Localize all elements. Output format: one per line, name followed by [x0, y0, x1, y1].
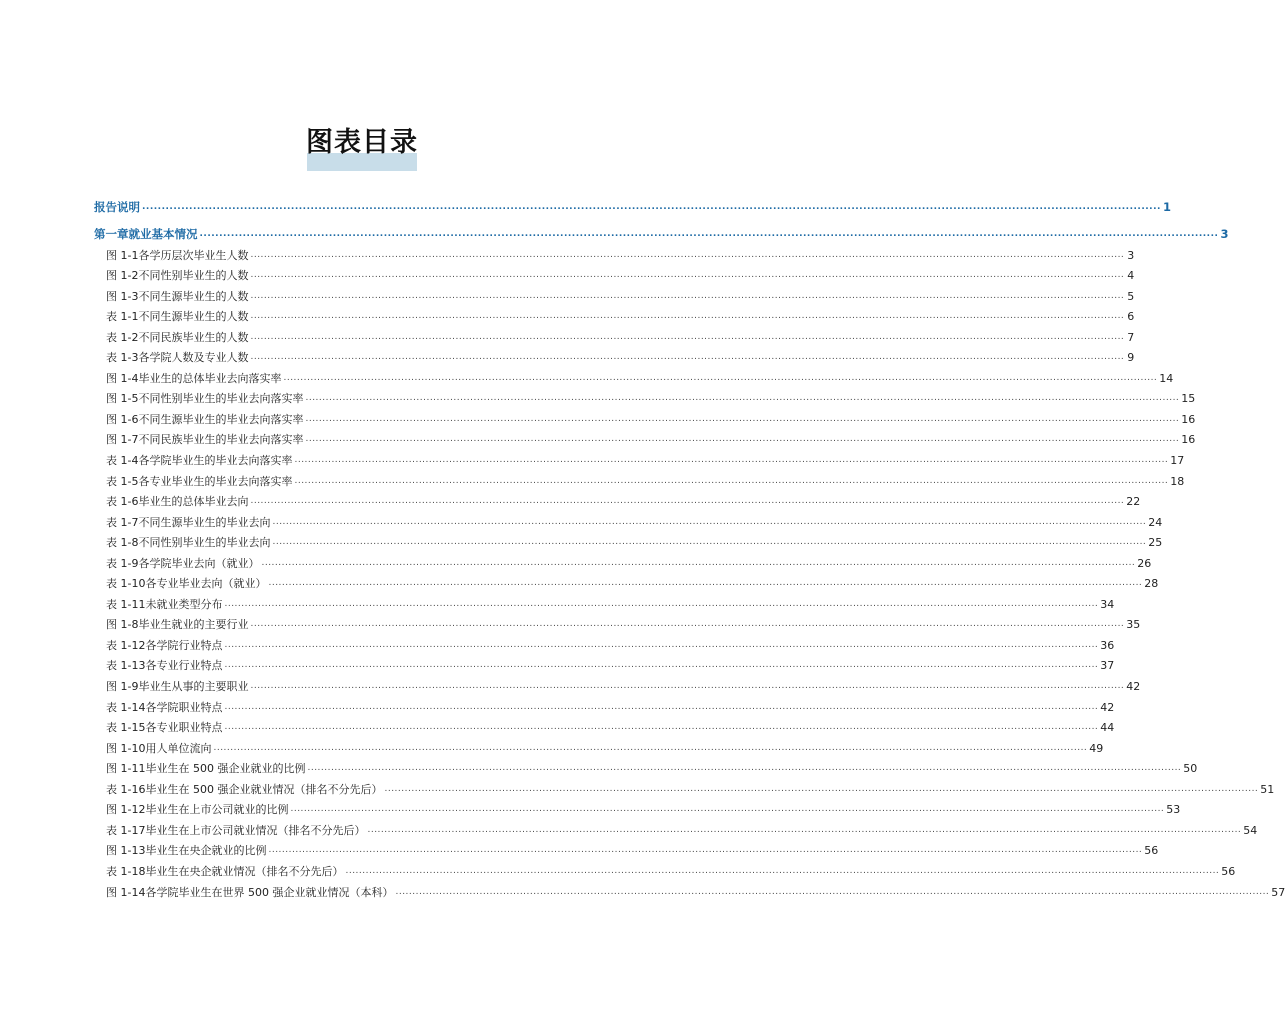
dot-leader: .................................................................................................................................................................................................................................................................... — [261, 557, 1136, 568]
toc-title: 毕业生在上市公司就业情况（排名不分先后） — [145, 823, 366, 837]
toc-page-number: 1 — [1162, 199, 1171, 214]
dot-leader: .................................................................................................................................................................................................................................................................... — [224, 701, 1099, 712]
toc-page-number: 16 — [1181, 433, 1196, 447]
dot-leader: .................................................................................................................................................................................................................................................................... — [305, 413, 1180, 424]
toc-label: 表 1-18 — [106, 864, 146, 878]
toc-page-number: 26 — [1137, 556, 1152, 570]
toc-label: 图 1-8 — [106, 618, 139, 632]
toc-page-number: 7 — [1127, 330, 1135, 344]
toc-entry-row[interactable] — [94, 693, 1115, 714]
dot-leader: .................................................................................................................................................................................................................................................................... — [272, 516, 1147, 527]
toc-entry-row[interactable] — [94, 734, 1104, 755]
toc-page-number: 3 — [1127, 248, 1135, 262]
toc-entry-row[interactable] — [94, 241, 1135, 262]
toc-page-number: 22 — [1126, 495, 1141, 509]
toc-title: 毕业生从事的主要职业 — [138, 680, 249, 694]
toc-page-number: 17 — [1170, 454, 1185, 468]
toc-section-row[interactable] — [94, 186, 1171, 214]
toc-label: 表 1-10 — [106, 577, 146, 591]
toc-entry-row[interactable] — [94, 878, 1285, 899]
toc-entry-row[interactable] — [94, 775, 1275, 796]
dot-leader: .................................................................................................................................................................................................................................................................... — [250, 270, 1125, 281]
toc-page-number: 51 — [1260, 782, 1275, 796]
dot-leader: .................................................................................................................................................................................................................................................................... — [199, 229, 1219, 239]
toc-entry-row[interactable] — [94, 816, 1258, 837]
toc-label: 图 1-7 — [106, 433, 139, 447]
toc-page-number: 53 — [1166, 803, 1181, 817]
toc-page-number: 24 — [1148, 515, 1163, 529]
toc-title: 各学院职业特点 — [145, 700, 223, 714]
dot-leader: .................................................................................................................................................................................................................................................................... — [290, 804, 1165, 815]
toc-title: 毕业生的总体毕业去向 — [138, 495, 249, 509]
toc-entry-row[interactable] — [94, 529, 1163, 550]
toc-title: 各学院行业特点 — [145, 638, 223, 652]
dot-leader: .................................................................................................................................................................................................................................................................... — [142, 201, 1161, 212]
toc-label: 报告说明 — [94, 199, 140, 214]
dot-leader: .................................................................................................................................................................................................................................................................... — [305, 393, 1180, 404]
toc-title: 毕业生在 500 强企业就业情况（排名不分先后） — [145, 782, 383, 796]
toc-entry-row[interactable] — [94, 364, 1174, 385]
toc-entry-row[interactable] — [94, 672, 1141, 694]
toc-page-number: 15 — [1181, 392, 1196, 406]
toc-entry-row[interactable] — [94, 467, 1185, 488]
toc-title: 不同性别毕业生的人数 — [138, 269, 249, 283]
toc-label: 表 1-11 — [106, 597, 146, 611]
dot-leader: .................................................................................................................................................................................................................................................................... — [250, 311, 1125, 322]
toc-title: 各专业毕业去向（就业） — [145, 577, 267, 591]
dot-leader: .................................................................................................................................................................................................................................................................... — [283, 372, 1158, 383]
toc-title: 各专业行业特点 — [145, 659, 223, 673]
toc-page-number: 56 — [1144, 844, 1159, 858]
toc-label: 图 1-12 — [106, 803, 146, 817]
dot-leader: .................................................................................................................................................................................................................................................................... — [307, 763, 1182, 774]
toc-page-number: 36 — [1100, 638, 1115, 652]
toc-title: 毕业生的总体毕业去向落实率 — [138, 371, 282, 385]
toc-title: 不同性别毕业生的毕业去向落实率 — [138, 392, 304, 406]
dot-leader: .................................................................................................................................................................................................................................................................... — [213, 742, 1088, 753]
dot-leader: .................................................................................................................................................................................................................................................................... — [294, 455, 1169, 466]
toc-entry-row[interactable] — [94, 590, 1115, 611]
toc-page-number: 14 — [1159, 371, 1174, 385]
toc-title: 各专业职业特点 — [145, 721, 223, 735]
toc-title: 毕业生在央企就业情况（排名不分先后） — [145, 864, 344, 878]
toc-entry-row[interactable] — [94, 344, 1135, 365]
toc-page-number: 5 — [1127, 289, 1135, 303]
toc-label: 表 1-6 — [106, 495, 139, 509]
toc-title: 各学院毕业生在世界 500 强企业就业情况（本科） — [145, 885, 394, 899]
toc-title: 毕业生就业的主要行业 — [138, 618, 249, 632]
toc-page-number: 44 — [1100, 721, 1115, 735]
toc-label: 表 1-7 — [106, 515, 139, 529]
toc-title: 各专业毕业生的毕业去向落实率 — [138, 474, 293, 488]
dot-leader: .................................................................................................................................................................................................................................................................... — [224, 722, 1099, 733]
toc-label: 表 1-12 — [106, 638, 146, 652]
toc-entry-row[interactable] — [94, 446, 1185, 468]
dot-leader: .................................................................................................................................................................................................................................................................... — [345, 865, 1220, 876]
dot-leader: .................................................................................................................................................................................................................................................................... — [250, 290, 1125, 301]
toc-entry-row[interactable] — [94, 426, 1196, 447]
toc-title: 不同民族毕业生的人数 — [138, 330, 249, 344]
dot-leader: .................................................................................................................................................................................................................................................................... — [250, 681, 1125, 692]
toc-entry-row[interactable] — [94, 488, 1141, 509]
toc-title: 用人单位流向 — [145, 741, 212, 755]
toc-page-number: 16 — [1181, 412, 1196, 426]
toc-entry-row[interactable] — [94, 385, 1196, 406]
toc-page-number: 4 — [1127, 269, 1135, 283]
table-of-figures — [94, 186, 1285, 899]
toc-page-number: 34 — [1100, 597, 1115, 611]
toc-page-number: 9 — [1127, 351, 1135, 365]
toc-title: 各学院毕业去向（就业） — [138, 556, 260, 570]
toc-page-number: 42 — [1126, 680, 1141, 694]
toc-label: 图 1-10 — [106, 741, 146, 755]
toc-entry-row[interactable] — [94, 262, 1135, 283]
toc-title: 就业基本情况 — [128, 227, 198, 241]
toc-page-number: 56 — [1221, 864, 1236, 878]
toc-entry-row[interactable] — [94, 508, 1163, 529]
toc-entry-row[interactable] — [94, 714, 1115, 735]
toc-page-number: 37 — [1100, 659, 1115, 673]
toc-label: 表 1-14 — [106, 700, 146, 714]
toc-entry-row[interactable] — [94, 755, 1198, 776]
toc-page-number: 49 — [1089, 741, 1104, 755]
toc-title: 不同性别毕业生的毕业去向 — [138, 536, 271, 550]
dot-leader: .................................................................................................................................................................................................................................................................... — [224, 598, 1099, 609]
toc-label: 图 1-9 — [106, 680, 139, 694]
toc-title: 各学院毕业生的毕业去向落实率 — [138, 454, 293, 468]
toc-title: 各学院人数及专业人数 — [138, 351, 249, 365]
dot-leader: .................................................................................................................................................................................................................................................................... — [395, 886, 1270, 897]
toc-title: 各学历层次毕业生人数 — [138, 248, 249, 262]
dot-leader: .................................................................................................................................................................................................................................................................... — [224, 639, 1099, 650]
dot-leader: .................................................................................................................................................................................................................................................................... — [272, 537, 1147, 548]
toc-label: 图 1-1 — [106, 248, 139, 262]
toc-page-number: 42 — [1100, 700, 1115, 714]
toc-title: 毕业生在上市公司就业的比例 — [145, 803, 289, 817]
toc-label: 表 1-3 — [106, 351, 139, 365]
toc-title: 不同民族毕业生的毕业去向落实率 — [138, 433, 304, 447]
toc-entry-row[interactable] — [94, 549, 1152, 570]
toc-label: 图 1-13 — [106, 844, 146, 858]
toc-label: 表 1-15 — [106, 721, 146, 735]
toc-title: 不同生源毕业生的人数 — [138, 289, 249, 303]
dot-leader: .................................................................................................................................................................................................................................................................... — [250, 496, 1125, 507]
toc-label: 表 1-9 — [106, 556, 139, 570]
dot-leader: .................................................................................................................................................................................................................................................................... — [250, 249, 1125, 260]
toc-page-number: 54 — [1243, 823, 1258, 837]
toc-entry-row[interactable] — [94, 405, 1196, 426]
dot-leader: .................................................................................................................................................................................................................................................................... — [250, 352, 1125, 363]
toc-page-number: 3 — [1220, 227, 1229, 241]
toc-label: 图 1-4 — [106, 371, 139, 385]
toc-entry-row[interactable] — [94, 323, 1135, 344]
toc-entry-row[interactable] — [94, 857, 1236, 878]
toc-label: 图 1-14 — [106, 885, 146, 899]
dot-leader: .................................................................................................................................................................................................................................................................... — [250, 619, 1125, 630]
dot-leader: .................................................................................................................................................................................................................................................................... — [224, 660, 1099, 671]
toc-title: 毕业生在央企就业的比例 — [145, 844, 267, 858]
dot-leader: .................................................................................................................................................................................................................................................................... — [268, 845, 1143, 856]
dot-leader: .................................................................................................................................................................................................................................................................... — [294, 475, 1169, 486]
toc-page-number: 25 — [1148, 536, 1163, 550]
toc-page-number: 57 — [1271, 885, 1285, 899]
toc-entry-row[interactable] — [94, 282, 1135, 303]
toc-label: 表 1-5 — [106, 474, 139, 488]
toc-label: 表 1-8 — [106, 536, 139, 550]
toc-label: 图 1-5 — [106, 392, 139, 406]
toc-page-number: 50 — [1183, 762, 1198, 776]
toc-label: 图 1-11 — [106, 762, 146, 776]
toc-title: 毕业生在 500 强企业就业的比例 — [145, 762, 306, 776]
dot-leader: .................................................................................................................................................................................................................................................................... — [268, 578, 1143, 589]
toc-label: 图 1-2 — [106, 269, 139, 283]
toc-title: 不同生源毕业生的毕业去向 — [138, 515, 271, 529]
toc-entry-row[interactable] — [94, 837, 1159, 858]
toc-label: 图 1-3 — [106, 289, 139, 303]
dot-leader: .................................................................................................................................................................................................................................................................... — [384, 783, 1259, 794]
toc-page-number: 35 — [1126, 618, 1141, 632]
toc-entry-row[interactable] — [94, 303, 1135, 324]
toc-entry-row[interactable] — [94, 570, 1159, 591]
dot-leader: .................................................................................................................................................................................................................................................................... — [250, 331, 1125, 342]
toc-title: 不同生源毕业生的毕业去向落实率 — [138, 412, 304, 426]
toc-label: 图 1-6 — [106, 412, 139, 426]
title-wrap — [0, 120, 724, 159]
toc-entry-row[interactable] — [94, 652, 1115, 673]
toc-label: 表 1-16 — [106, 782, 146, 796]
dot-leader: .................................................................................................................................................................................................................................................................... — [367, 824, 1242, 835]
toc-label: 第一章 — [94, 227, 129, 241]
toc-entry-row[interactable] — [94, 796, 1181, 817]
toc-entry-row[interactable] — [94, 631, 1115, 652]
page-title: 图表目录 — [306, 127, 418, 158]
toc-label: 表 1-17 — [106, 823, 146, 837]
toc-label: 表 1-1 — [106, 310, 139, 324]
toc-entry-row[interactable] — [94, 611, 1141, 632]
toc-page-number: 18 — [1170, 474, 1185, 488]
toc-page-number: 28 — [1144, 577, 1159, 591]
toc-page-number: 6 — [1127, 310, 1135, 324]
toc-label: 表 1-4 — [106, 454, 139, 468]
toc-label: 表 1-2 — [106, 330, 139, 344]
toc-title: 未就业类型分布 — [145, 597, 223, 611]
dot-leader: .................................................................................................................................................................................................................................................................... — [305, 434, 1180, 445]
toc-section-row[interactable] — [94, 214, 1229, 242]
toc-title: 不同生源毕业生的人数 — [138, 310, 249, 324]
toc-label: 表 1-13 — [106, 659, 146, 673]
